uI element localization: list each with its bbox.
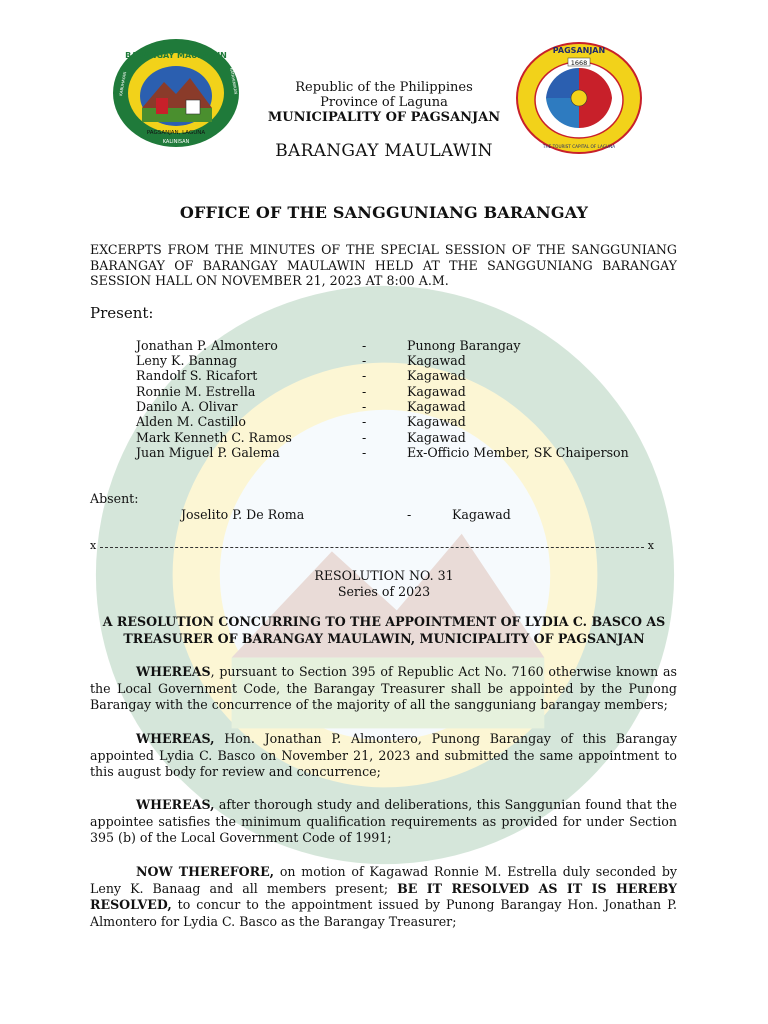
separator-line: [100, 547, 644, 548]
member-name: Mark Kenneth C. Ramos: [136, 430, 292, 445]
now-therefore-lead: NOW THEREFORE,: [136, 864, 275, 879]
separator-x-left: x: [90, 539, 97, 552]
absent-dash: -: [407, 507, 412, 522]
member-dash: -: [362, 338, 367, 353]
member-dash: -: [362, 368, 367, 383]
list-item: [136, 368, 696, 383]
member-dash: -: [362, 430, 367, 445]
list-item: [136, 414, 696, 429]
office-title: OFFICE OF THE SANGGUNIANG BARANGAY: [179, 203, 589, 222]
whereas-paragraph-1: [90, 664, 677, 714]
member-name: Jonathan P. Almontero: [136, 338, 278, 353]
resolution-title-line1: A RESOLUTION CONCURRING TO THE APPOINTMENT OF LYDIA C. BASCO AS: [102, 614, 666, 629]
now-therefore-text1: on motion of Kagawad Ronnie M. Estrella duly seconded by Leny K. Banaag and all members present;: [90, 864, 677, 896]
seal-left-side-left: KABUHAYAN: [118, 71, 128, 97]
separator-x-right: x: [647, 539, 654, 552]
resolution-number: RESOLUTION NO. 31: [314, 568, 454, 583]
seal-right-top-text: PAGSANJAN: [552, 46, 606, 55]
member-position: Ex-Officio Member, SK Chaiperson: [407, 445, 629, 460]
whereas-paragraph-3: [90, 797, 677, 847]
seal-left-bottom-text: PAGSANJAN, LAGUNA: [146, 130, 206, 136]
member-dash: -: [362, 384, 367, 399]
header-barangay: BARANGAY MAULAWIN: [275, 141, 493, 161]
minutes-excerpt: EXCERPTS FROM THE MINUTES OF THE SPECIAL SESSION OF THE SANGGUNIANG BARANGAY OF BARANGAY MAULAWIN HELD AT THE SANGGUNIANG BARANGAY SESSION HALL ON NOVEMBER 21, 2023 AT 8:00 A.M.: [90, 242, 677, 288]
whereas-text: Hon. Jonathan P. Almontero, Punong Barangay of this Barangay appointed Lydia C. Basco on November 21, 2023 and submitted the same appointment to this august body for review and concurrence;: [90, 731, 677, 779]
header-province: Province of Laguna: [320, 95, 448, 110]
member-position: Punong Barangay: [407, 338, 521, 353]
whereas-paragraph-2: [90, 731, 677, 781]
member-position: Kagawad: [407, 399, 466, 414]
list-item: [136, 445, 696, 460]
absent-position: Kagawad: [452, 507, 511, 522]
member-name: Randolf S. Ricafort: [136, 368, 258, 383]
member-position: Kagawad: [407, 353, 466, 368]
member-position: Kagawad: [407, 384, 466, 399]
member-position: Kagawad: [407, 414, 466, 429]
now-therefore-resolved: BE IT RESOLVED AS IT IS HEREBY RESOLVED,: [90, 880, 677, 912]
whereas-text: , pursuant to Section 395 of Republic Act No. 7160 otherwise known as the Local Government Code, the Barangay Treasurer shall be appointed by the Punong Barangay with the concurrence of the majority of all the sangguniang barangay members;: [90, 664, 677, 712]
member-name: Alden M. Castillo: [136, 414, 246, 429]
seal-right-ring-text: THE TOURIST CAPITAL OF LAGUNA: [542, 144, 616, 149]
list-item: [136, 353, 696, 368]
whereas-lead: WHEREAS: [136, 664, 211, 679]
list-item: [136, 338, 696, 353]
member-dash: -: [362, 353, 367, 368]
seal-left-side-right: KATAHIMIKAN: [229, 67, 239, 95]
resolution-title-line2: TREASURER OF BARANGAY MAULAWIN, MUNICIPALITY OF PAGSANJAN: [123, 631, 645, 646]
member-name: Leny K. Bannag: [136, 353, 238, 368]
seal-left-motto: KALINISAN: [162, 139, 190, 145]
absent-label: Absent:: [90, 491, 139, 506]
list-item: [136, 384, 696, 399]
list-item: [136, 430, 696, 445]
member-dash: -: [362, 445, 367, 460]
member-dash: -: [362, 414, 367, 429]
absent-name: Joselito P. De Roma: [181, 507, 305, 522]
present-label: Present:: [90, 304, 154, 322]
now-therefore-text2: to concur to the appointment issued by Punong Barangay Hon. Jonathan P. Almontero for Lydia C. Basco as the Barangay Treasurer;: [90, 897, 677, 929]
member-name: Ronnie M. Estrella: [136, 384, 256, 399]
member-position: Kagawad: [407, 368, 466, 383]
resolution-series: Series of 2023: [337, 584, 431, 599]
whereas-lead: WHEREAS,: [136, 731, 215, 746]
seal-right-year: 1668: [570, 59, 588, 67]
seal-left-top-text: BARANGAY MAULAWIN: [125, 51, 227, 60]
now-therefore-paragraph: [90, 864, 677, 930]
member-position: Kagawad: [407, 430, 466, 445]
header-municipality: MUNICIPALITY OF PAGSANJAN: [267, 110, 501, 125]
whereas-lead: WHEREAS,: [136, 797, 215, 812]
member-dash: -: [362, 399, 367, 414]
list-item: [136, 399, 696, 414]
member-name: Danilo A. Olivar: [136, 399, 238, 414]
member-name: Juan Miguel P. Galema: [136, 445, 280, 460]
whereas-text: after thorough study and deliberations, this Sanggunian found that the appointee satisfies the minimum qualification requirements as provided for under Section 395 (b) of the Local Government Code of 1991;: [90, 797, 677, 845]
header-republic: Republic of the Philippines: [295, 80, 473, 95]
